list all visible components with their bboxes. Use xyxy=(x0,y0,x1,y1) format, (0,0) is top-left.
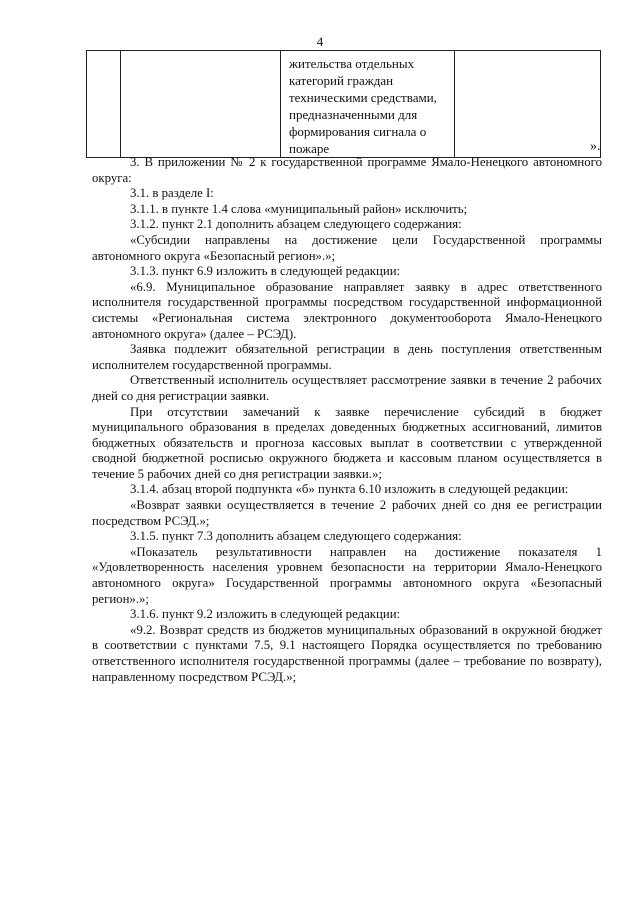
table-cell-text xyxy=(281,51,455,158)
table-cell-empty-4 xyxy=(455,51,601,158)
paragraph: 3.1.6. пункт 9.2 изложить в следующей редакции: xyxy=(130,607,401,622)
table-cell-empty-2 xyxy=(121,51,281,158)
paragraph: 3.1.1. в пункте 1.4 слова «муниципальный район» исключить; xyxy=(130,201,468,216)
cell-line: категорий граждан xyxy=(289,73,394,88)
cell-line: предназначенными для xyxy=(289,107,418,122)
paragraph: «Показатель результативности направлен на достижение показателя 1 «Удовлетворенность населения уровнем безопасности на территории Ямало-Ненецкого автономного округа» Государственной программы автономного округа «Безопасный регион».»; xyxy=(92,544,602,606)
paragraph: 3.1.3. пункт 6.9 изложить в следующей редакции: xyxy=(130,264,401,279)
paragraph: 3. В приложении № 2 к государственной программе Ямало-Ненецкого автономного округа: xyxy=(92,155,602,185)
page-number: 4 xyxy=(316,34,324,49)
table-row xyxy=(87,51,601,158)
cell-line: формирования сигнала о xyxy=(289,124,427,139)
table-cell-empty-1 xyxy=(87,51,121,158)
paragraph: Ответственный исполнитель осуществляет рассмотрение заявки в течение 2 рабочих дней со дня регистрации заявки. xyxy=(92,373,602,403)
paragraph: 3.1.5. пункт 7.3 дополнить абзацем следующего содержания: xyxy=(130,529,462,544)
cell-line: техническими средствами, xyxy=(289,90,437,105)
paragraph: «Возврат заявки осуществляется в течение 2 рабочих дней со дня ее регистрации посредством РСЭД.»; xyxy=(92,498,602,528)
paragraph: 3.1.4. абзац второй подпункта «б» пункта 6.10 изложить в следующей редакции: xyxy=(130,482,569,497)
paragraph: При отсутствии замечаний к заявке перечисление субсидий в бюджет муниципального образования в пределах доведенных бюджетных ассигнований, лимитов бюджетных обязательств и прогноза кассовых выплат в соответствии с утвержденной сводной бюджетной росписью окружного бюджета и кассовым планом осуществляется в течение 5 рабочих дней со дня регистрации заявки.»; xyxy=(92,404,602,481)
closing-quote-mark: ». xyxy=(590,139,601,154)
paragraph: 3.1. в разделе I: xyxy=(130,186,214,201)
paragraph: «Субсидии направлены на достижение цели Государственной программы автономного округа «Безопасный регион».»; xyxy=(92,232,602,263)
table-fragment xyxy=(86,50,601,158)
paragraph: «6.9. Муниципальное образование направляет заявку в адрес ответственного исполнителя государственной программы посредством государственной информационной системы «Региональная система электронного документооборота Ямало-Ненецкого автономного округа» (далее – РСЭД). xyxy=(92,279,602,341)
cell-line: жительства отдельных xyxy=(289,56,415,71)
paragraph: 3.1.2. пункт 2.1 дополнить абзацем следующего содержания: xyxy=(130,217,462,232)
cell-line: пожаре xyxy=(289,141,330,156)
paragraph: Заявка подлежит обязательной регистрации в день поступления ответственным исполнителем государственной программы. xyxy=(92,342,602,372)
paragraph: «9.2. Возврат средств из бюджетов муниципальных образований в окружной бюджет в соответствии с пунктами 7.5, 9.1 настоящего Порядка осуществляется по требованию ответственного исполнителя государственной программы (далее – требование по возврату), направленному посредством РСЭД.»; xyxy=(92,622,602,684)
document-body xyxy=(92,155,602,685)
